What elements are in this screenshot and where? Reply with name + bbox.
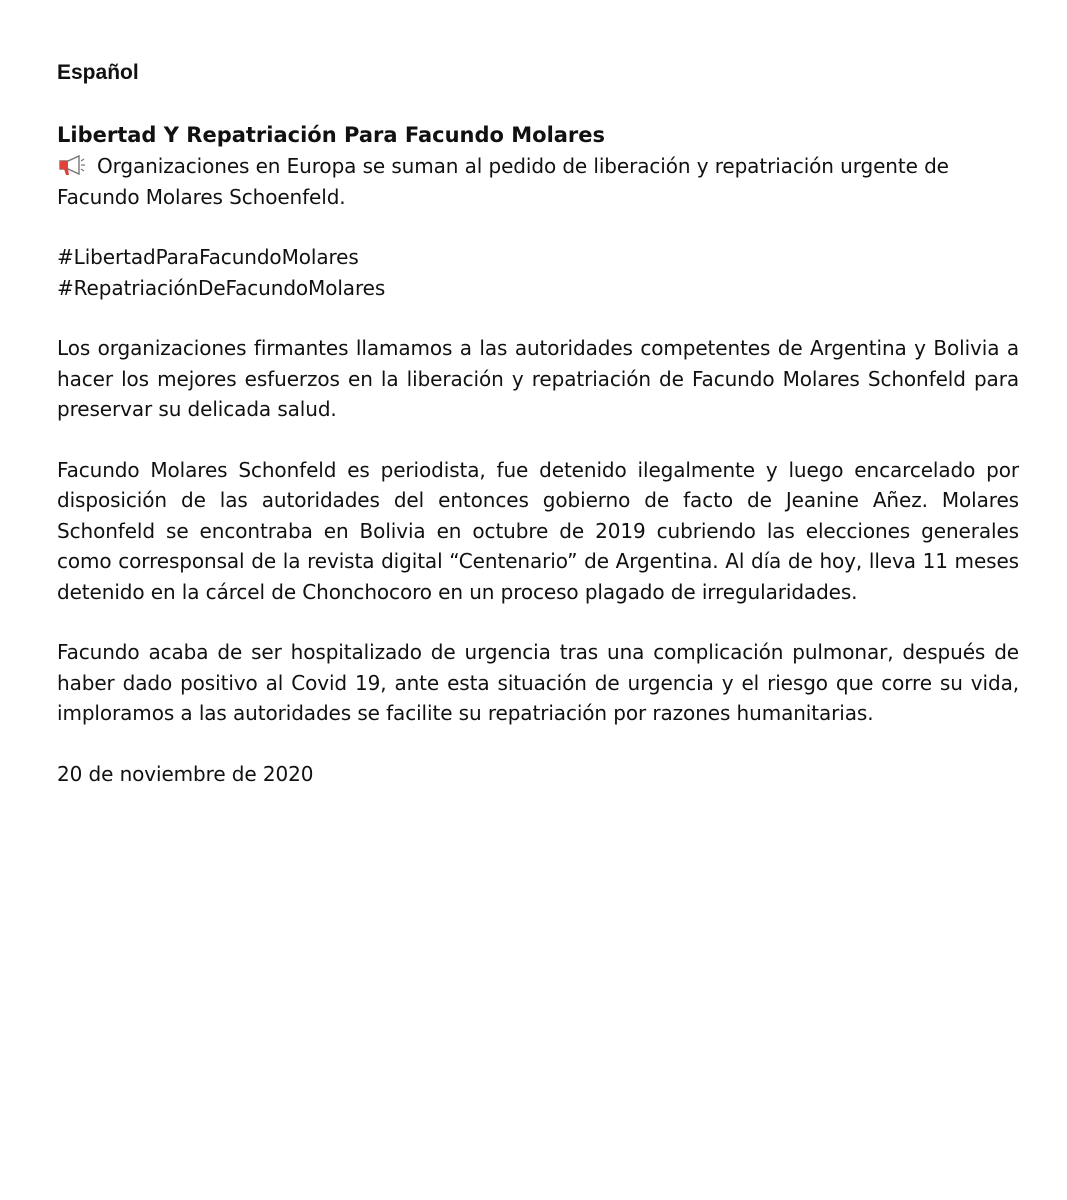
document-page (57, 58, 1019, 789)
document-date: 20 de noviembre de 2020 (57, 761, 314, 786)
paragraph-background: Facundo Molares Schonfeld es periodista, fue detenido ilegalmente y luego encarcelado por disposición de las autoridades del entonces gobierno de facto de Jeanine Añez. Molares Schonfeld se encontraba en Bolivia en octubre de 2019 cubriendo las elecciones generales como corresponsal de la revista digital “Centenario” de Argentina. Al día de hoy, lleva 11 meses detenido en la cárcel de Chonchocoro en un proceso plagado de irregularidades. (57, 457, 1019, 604)
language-label: Español (57, 61, 139, 84)
megaphone-icon (57, 154, 87, 176)
hashtag-repatriacion[interactable]: #RepatriaciónDeFacundoMolares (57, 275, 386, 300)
document-title: Libertad Y Repatriación Para Facundo Molares (57, 123, 606, 147)
paragraph-health: Facundo acaba de ser hospitalizado de urgencia tras una complicación pulmonar, después de haber dado positivo al Covid 19, ante esta situación de urgencia y el riesgo que corre su vida, imploramos a las autoridades se facilite su repatriación por razones humanitarias. (57, 640, 1019, 725)
intro-text: Organizaciones en Europa se suman al pedido de liberación y repatriación urgente de Facundo Molares Schoenfeld. (57, 154, 949, 209)
paragraph-request: Los organizaciones firmantes llamamos a las autoridades competentes de Argentina y Bolivia a hacer los mejores esfuerzos en la liberación y repatriación de Facundo Molares Schonfeld para preservar su delicada salud. (57, 336, 1019, 421)
hashtag-list (57, 242, 1019, 303)
hashtag-libertad[interactable]: #LibertadParaFacundoMolares (57, 245, 359, 269)
intro-paragraph (57, 151, 1019, 212)
